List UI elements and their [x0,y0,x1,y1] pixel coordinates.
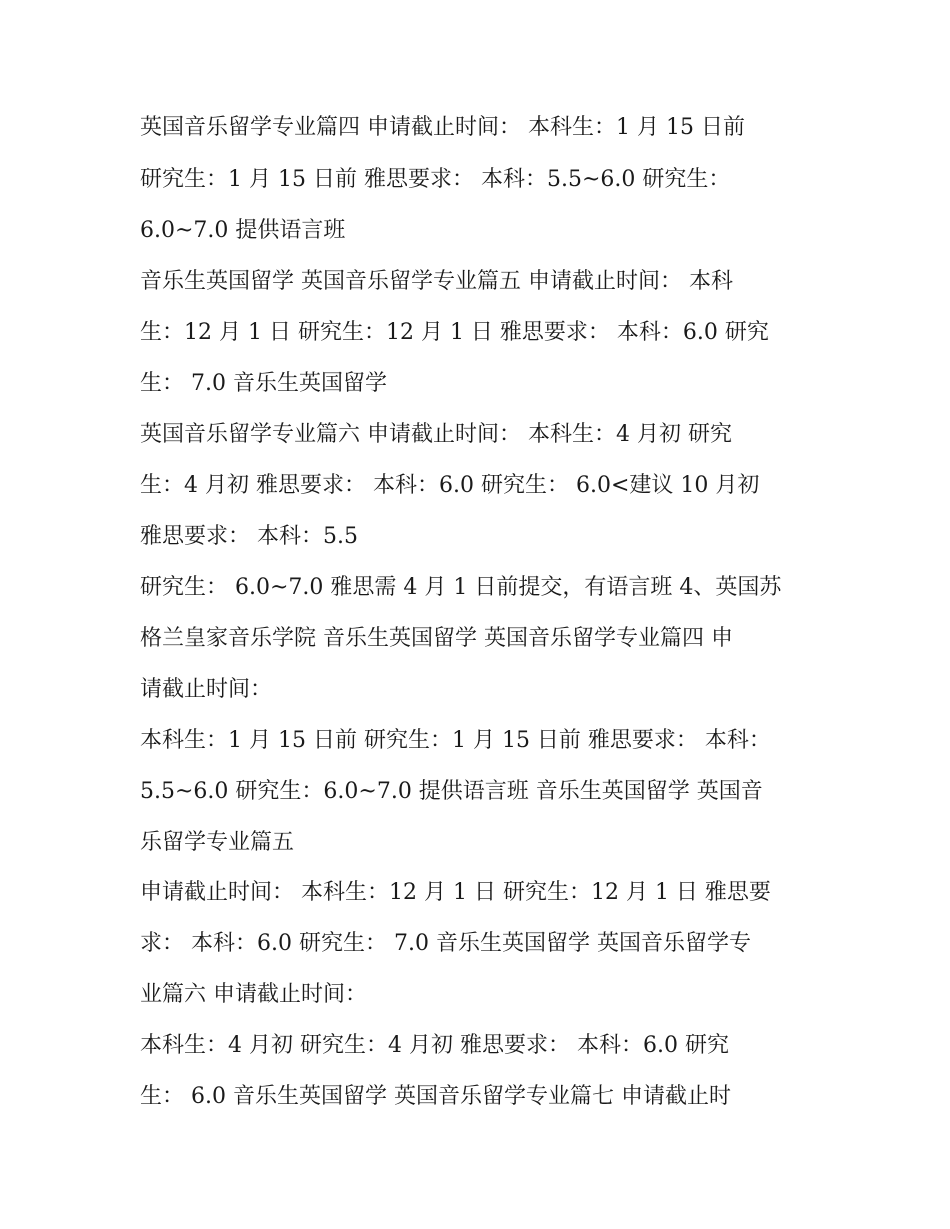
text-line: 研究生： 6.0~7.0 雅思需 4 月 1 日前提交，有语言班 4、英国苏 [140,575,782,600]
text-line: 业篇六 申请截止时间： [140,982,367,1007]
text-line: 本科生：1 月 15 日前 研究生：1 月 15 日前 雅思要求： 本科： [140,728,771,753]
text-line: 英国音乐留学专业篇六 申请截止时间： 本科生：4 月初 研究 [140,422,732,447]
text-line: 生： 6.0 音乐生英国留学 英国音乐留学专业篇七 申请截止时 [140,1084,731,1109]
text-line: 乐留学专业篇五 [140,830,295,855]
text-line: 生： 7.0 音乐生英国留学 [140,371,387,396]
text-line: 生：12 月 1 日 研究生：12 月 1 日 雅思要求： 本科：6.0 研究 [140,320,769,345]
text-line: 英国音乐留学专业篇四 申请截止时间： 本科生：1 月 15 日前 [140,115,745,140]
text-line: 申请截止时间： 本科生：12 月 1 日 研究生：12 月 1 日 雅思要 [140,880,771,905]
text-line: 5.5~6.0 研究生：6.0~7.0 提供语言班 音乐生英国留学 英国音 [140,779,763,804]
text-line: 格兰皇家音乐学院 音乐生英国留学 英国音乐留学专业篇四 申 [140,626,733,651]
text-line: 音乐生英国留学 英国音乐留学专业篇五 申请截止时间： 本科 [140,269,733,294]
text-line: 6.0~7.0 提供语言班 [140,218,346,243]
text-line: 研究生：1 月 15 日前 雅思要求： 本科：5.5~6.0 研究生： [140,167,731,192]
text-line: 生：4 月初 雅思要求： 本科：6.0 研究生： 6.0<建议 10 月初 [140,473,760,498]
text-line: 求： 本科：6.0 研究生： 7.0 音乐生英国留学 英国音乐留学专 [140,931,751,956]
text-line: 本科生：4 月初 研究生：4 月初 雅思要求： 本科：6.0 研究 [140,1033,729,1058]
text-line: 请截止时间： [140,677,273,702]
text-line: 雅思要求： 本科：5.5 [140,524,358,549]
